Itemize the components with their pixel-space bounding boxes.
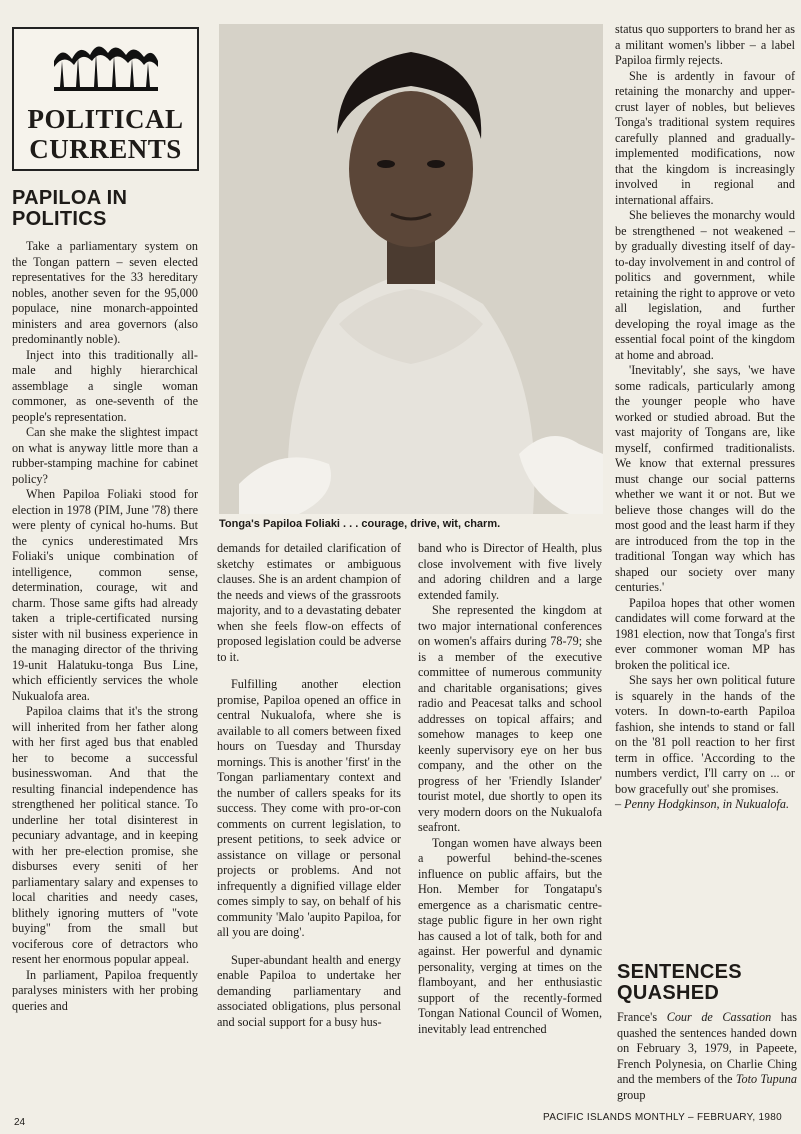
logo-title-line1: POLITICAL <box>27 104 184 134</box>
logo-title-line2: CURRENTS <box>29 134 182 164</box>
text-span: France's <box>617 1010 667 1024</box>
article-headline: PAPILOA IN POLITICS <box>12 187 128 230</box>
palm-trees-icon <box>54 39 158 97</box>
paragraph: Super-abundant health and energy enable Papiloa to undertake her demanding parliamentary and associated obligations, plus personal and social support for a busy hus- <box>217 952 401 1029</box>
paragraph: Papiloa hopes that other women candidates will come forward at the 1981 election, now that Tonga's first ever commoner woman MP has broken the political ice. <box>615 595 795 672</box>
paragraph <box>617 1010 797 1103</box>
text-span: group <box>617 1087 646 1102</box>
paragraph: Tongan women have always been a powerful behind-the-scenes influence on public affairs, but the Hon. Member for Tongatapu's emergence as a charismatic centre-stage public figure in her own right has caused a lot of talk, both for and against. Her powerful and dynamic personality, verging at times on the flamboyant, and her enthusiastic support of the recently-formed Tongan National Council of Women, inevitably lead entrenched <box>418 835 602 1036</box>
group-name: Toto Tupuna <box>735 1072 797 1086</box>
section-logo <box>12 27 199 171</box>
paragraph: band who is Director of Health, plus close involvement with five lively and adoring children and a large extended family. <box>418 541 602 602</box>
column-2 <box>217 541 401 1030</box>
court-name: Cour de Cassation <box>666 1010 772 1024</box>
paragraph: Can she make the slightest impact on what is anyway little more than a rubber-stamping machine for cabinet policy? <box>12 425 198 486</box>
byline: – Penny Hodgkinson, in Nukualofa. <box>615 797 789 811</box>
paragraph: status quo supporters to brand her as a militant women's libber – a label Papiloa firmly rejects. <box>615 22 795 67</box>
portrait-illustration <box>219 24 603 514</box>
paragraph: Inject into this traditionally all-male and highly hierarchical assemblage a single woman commoner, as one-seventh of the people's representation. <box>12 347 198 424</box>
text-span: has quashed the sentences handed down on February 3, 1979, in Papeete, French Polynesia, on Charlie Ching and the members of the <box>617 1010 797 1086</box>
magazine-footer: PACIFIC ISLANDS MONTHLY – FEBRUARY, 1980 <box>543 1112 782 1123</box>
paragraph: When Papiloa Foliaki stood for election in 1978 (PIM, June '78) there were plenty of cynical ho-hums. But the cynics underestimated Mrs Foliaki's unique combination of intelligence, common sense, determination, courage, wit and charm. Those same gifts had already taken a triple-certificated nursing sister with nil business experience in the managing director of the thriving 19-unit Halatuku-tonga Bus Line, which efficiently services the whole Nukualofa area. <box>12 487 198 703</box>
column-1 <box>12 239 198 1014</box>
paragraph: Papiloa claims that it's the strong will inherited from her father along with her first aged bus that enabled her to become a successful businesswoman. And that the resulting financial independence has strengthened her political stance. To underline her total disinterest in pecuniary advantage, and in keeping with her pre-election promise, she disburses every seniti of her parliamentary salary and expenses to local charities and needy cases, blithely ignoring mutters of "vote buying" from the small but vociferous core of detractors who resent her enormous popular appeal. <box>12 704 198 966</box>
paragraph: 'Inevitably', she says, 'we have some radicals, particularly among the younger people who have worked or studied abroad. But the vast majority of Tongans are, like myself, confirmed traditionalists. We know that external pressures must change our social patterns whether we want it or not. But we believe those changes will do the most good and the least harm if they are introduced from the top in the traditional Tongan way which has shaped our society over many centuries.' <box>615 363 795 594</box>
paragraph: Fulfilling another election promise, Papiloa opened an office in central Nukualofa, where she is available to all comers between fixed hours on Tuesday and Thursday mornings. This is another 'first' in the Tongan parliamentary context and the number of callers speaks for its success. They come with pro-or-con comments on current legislation, to present petitions, to seek advice or assistance on village or personal projects or problems. And not infrequently a dignified village elder comes simply to say, on behalf of his community 'Malo 'aupito Papiloa, for all you are doing'. <box>217 677 401 939</box>
column-4 <box>615 22 795 813</box>
paragraph: She is ardently in favour of retaining the monarchy and upper-crust layer of nobles, but believes Tonga's traditional system requires carefully planned and gradually-implemented modifications, now that the kingdom is increasingly involved in regional and international affairs. <box>615 68 795 207</box>
paragraph: demands for detailed clarification of sketchy estimates or ambiguous clauses. She is an ardent champion of the needs and views of the grassroots majority, and to a devastating debater when she feels flow-on effects of proposed legislation could be adverse to it. <box>217 541 401 664</box>
article2-headline: SENTENCES QUASHED <box>617 961 742 1004</box>
paragraph: She believes the monarchy would be strengthened – not weakened – by gradually divesting itself of day-to-day involvement in and control of politics and government, while retaining the right to approve or veto all legislation, and further developing the royal image as the essential focal point of the kingdom at home and abroad. <box>615 208 795 362</box>
paragraph: In parliament, Papiloa frequently paralyses ministers with her probing queries and <box>12 967 198 1013</box>
article2-body <box>617 1010 797 1103</box>
paragraph: She represented the kingdom at two major international conferences on women's affairs during 78-79; she is a member of the executive committee of numerous community and charitable organisations; gives radio and Peacesat talks and school addresses on topical affairs; and somehow manages to keep one keenly supervisory eye on her bus company, and the other on the progress of her 'Friendly Islander' tourist motel, due shortly to open its very modern doors on the Nukualofa seafront. <box>418 603 602 834</box>
page-number: 24 <box>14 1117 26 1128</box>
paragraph: Take a parliamentary system on the Tongan pattern – seven elected representatives for the 33 hereditary nobles, another seven for the 95,000 populace, nine monarch-appointed ministers and area governors (also predominantly noble). <box>12 239 198 346</box>
photo-caption: Tonga's Papiloa Foliaki . . . courage, drive, wit, charm. <box>219 518 501 530</box>
portrait-photo <box>219 24 603 514</box>
paragraph: She says her own political future is squarely in the hands of the voters. In down-to-earth Papiloa fashion, she intends to stand or fall on the '81 poll reaction to her first term in office. 'According to the numbers verdict, I'll carry on ... or bow gracefully out' she promises. <box>615 673 795 796</box>
column-3 <box>418 541 602 1037</box>
